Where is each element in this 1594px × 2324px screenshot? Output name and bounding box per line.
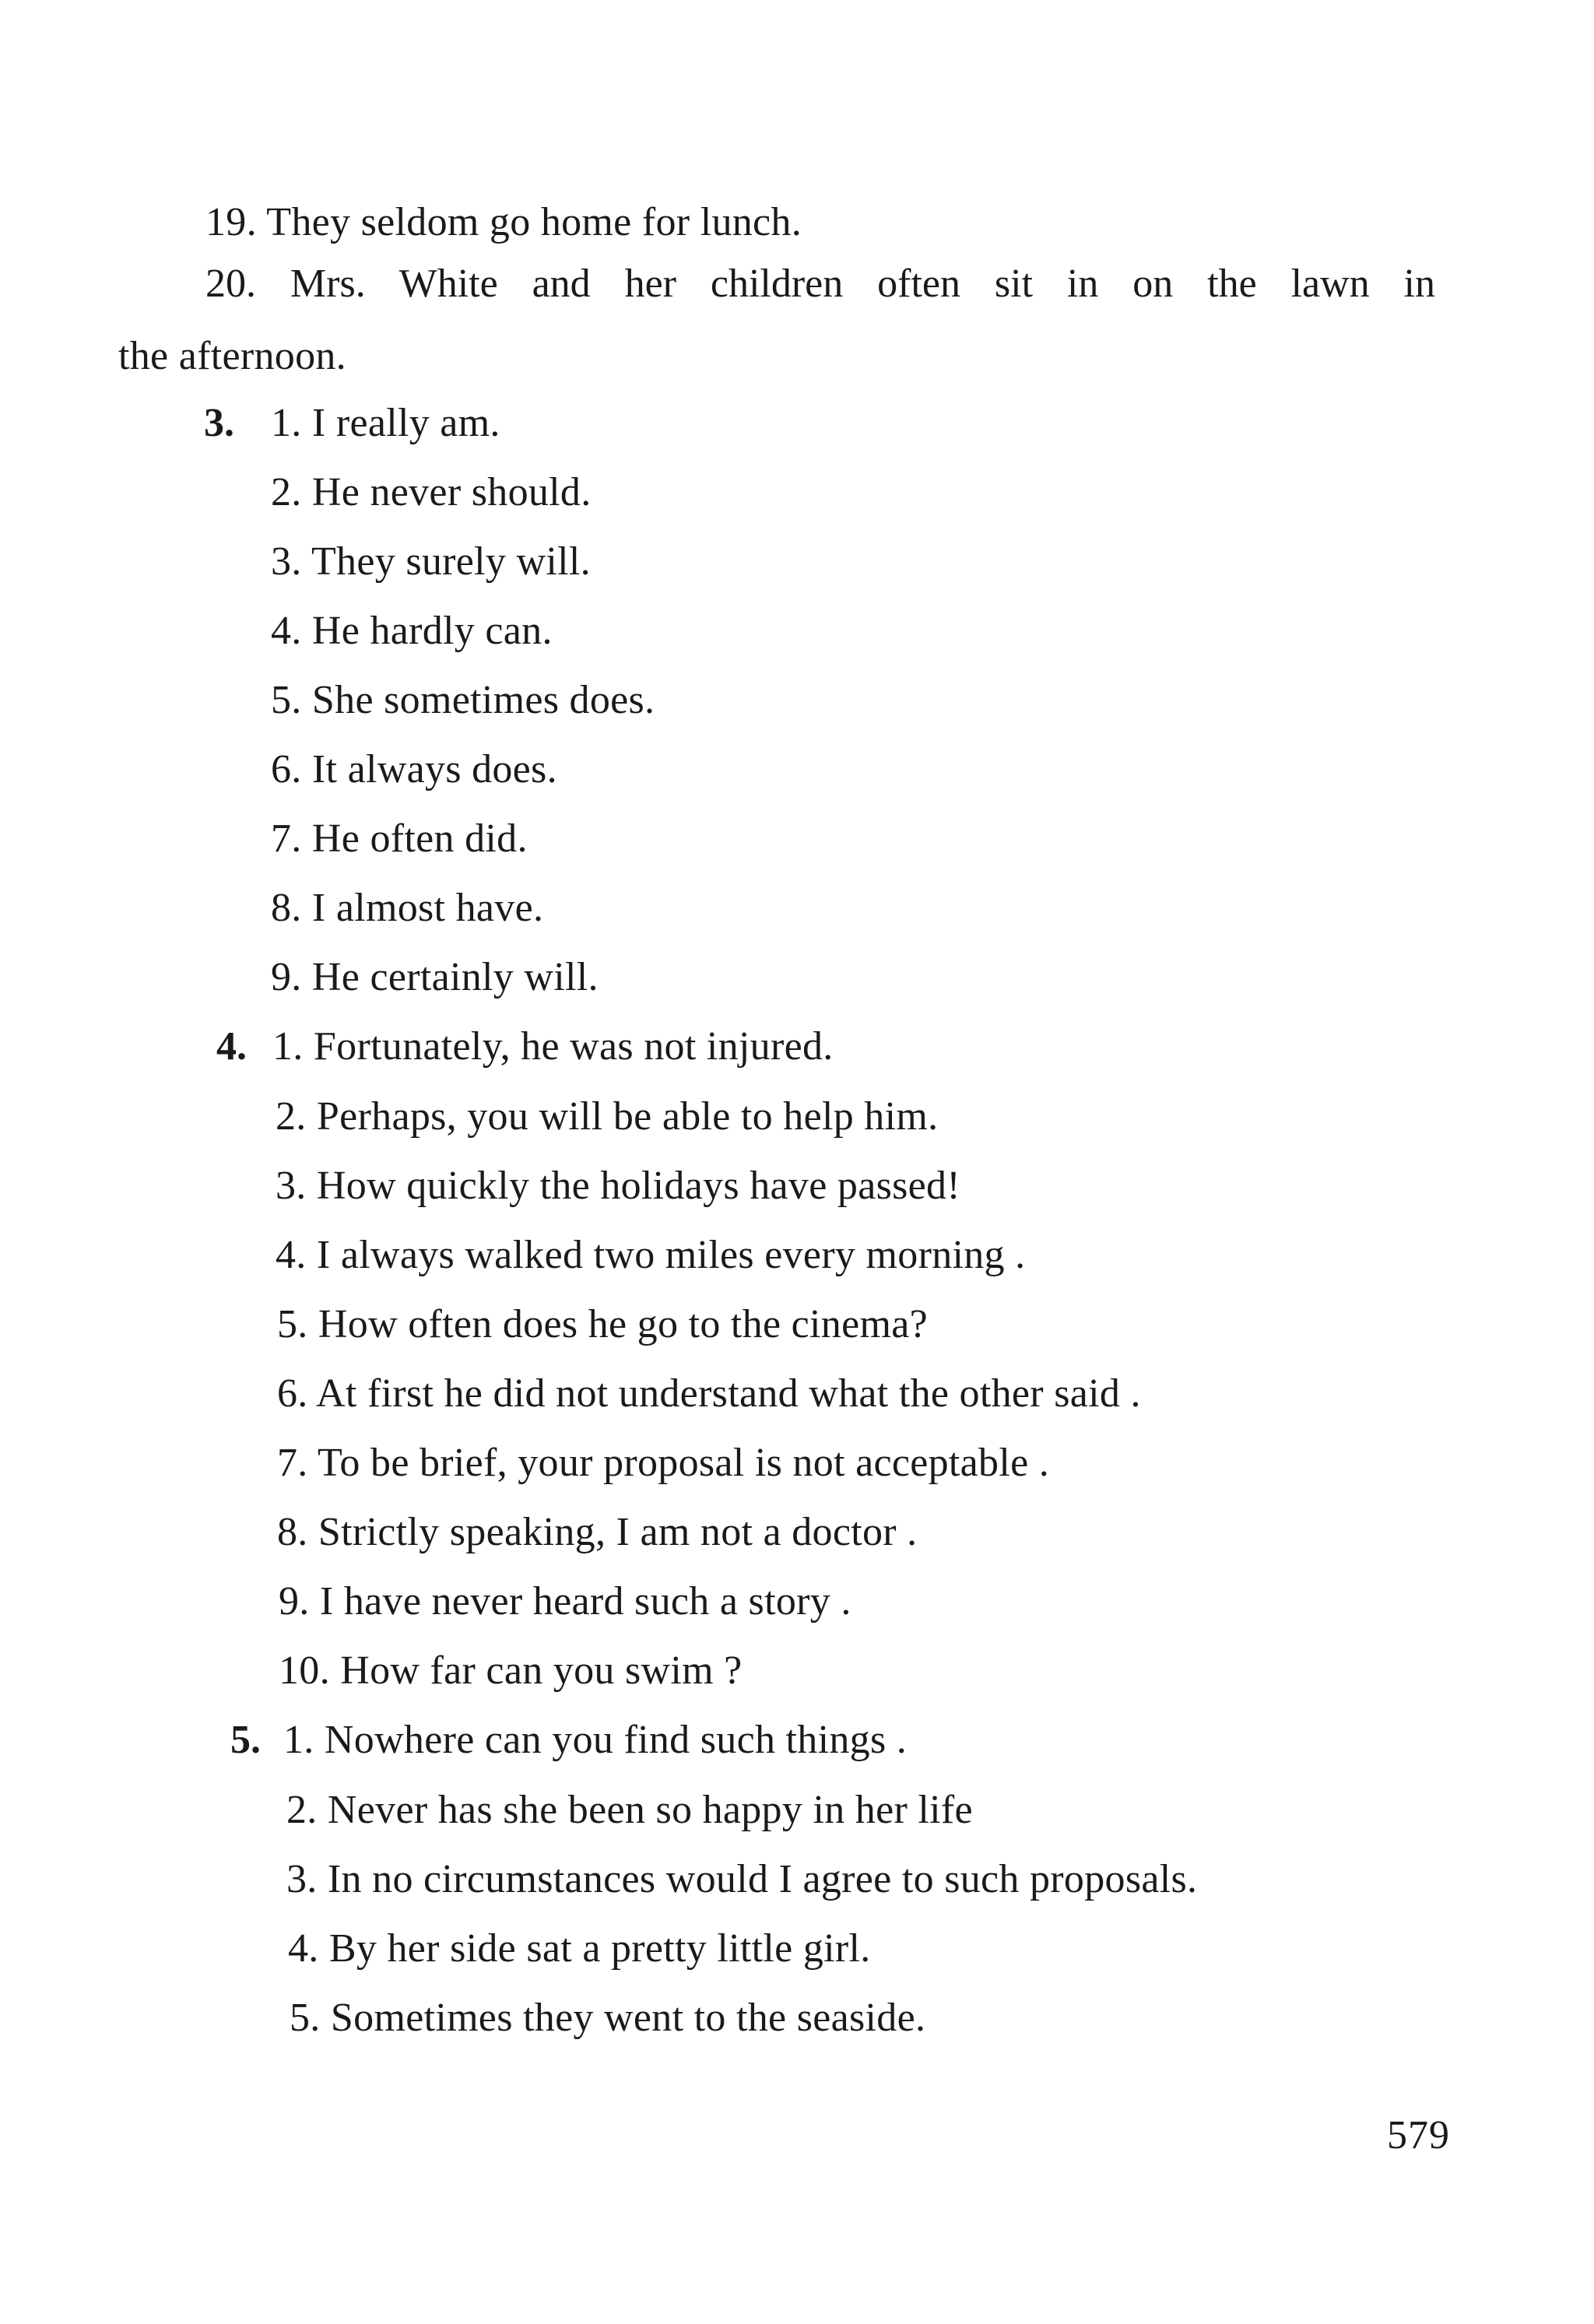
item-text: They seldom go home for lunch. bbox=[266, 200, 802, 244]
item-number: 5. bbox=[277, 1302, 308, 1346]
item-number: 3. bbox=[271, 539, 302, 584]
answer-item bbox=[290, 1995, 925, 2041]
answer-item bbox=[283, 1717, 907, 1764]
answer-item bbox=[277, 1371, 1141, 1417]
answer-item bbox=[288, 1926, 871, 1972]
continuation-text: the afternoon. bbox=[118, 334, 346, 378]
answer-item bbox=[271, 885, 543, 932]
answer-item bbox=[276, 1232, 1025, 1279]
answer-item bbox=[277, 1440, 1049, 1487]
answer-item bbox=[286, 1856, 1197, 1903]
item-text: He never should. bbox=[311, 470, 592, 514]
item-number: 6. bbox=[271, 747, 302, 792]
item-number: 6. bbox=[277, 1371, 308, 1416]
item-number: 2. bbox=[276, 1094, 307, 1139]
item-number: 8. bbox=[271, 886, 302, 930]
answer-item bbox=[272, 1023, 834, 1070]
answer-item bbox=[271, 539, 591, 585]
item-text: She sometimes does. bbox=[311, 678, 655, 722]
item-text: Nowhere can you find such things . bbox=[324, 1718, 908, 1762]
item-text: I almost have. bbox=[311, 886, 544, 930]
section-number: 4. bbox=[216, 1024, 247, 1069]
item-number: 1. bbox=[271, 401, 302, 445]
item-number: 5. bbox=[290, 1996, 321, 2040]
item-number: 4. bbox=[271, 609, 302, 653]
item-number: 10. bbox=[279, 1648, 330, 1693]
answer-item bbox=[277, 1509, 918, 1556]
item-number: 5. bbox=[271, 678, 302, 722]
item-number: 19. bbox=[205, 200, 257, 244]
item-text: How often does he go to the cinema? bbox=[318, 1302, 928, 1346]
answer-item bbox=[279, 1578, 851, 1625]
item-text: How quickly the holidays have passed! bbox=[316, 1164, 960, 1208]
item-text: In no circumstances would I agree to such proposals. bbox=[327, 1857, 1198, 1901]
item-number: 8. bbox=[277, 1510, 308, 1554]
item-text: Mrs. White and her children often sit in on the lawn in bbox=[290, 262, 1436, 306]
answer-item bbox=[205, 261, 1435, 307]
section-number: 5. bbox=[230, 1718, 261, 1762]
item-number: 7. bbox=[271, 816, 302, 861]
item-text: He certainly will. bbox=[311, 955, 599, 999]
item-number: 1. bbox=[283, 1718, 314, 1762]
item-number: 3. bbox=[276, 1164, 307, 1208]
item-continuation bbox=[118, 333, 346, 380]
item-text: Sometimes they went to the seaside. bbox=[330, 1996, 926, 2040]
item-text: Never has she been so happy in her life bbox=[327, 1788, 973, 1832]
item-text: Perhaps, you will be able to help him. bbox=[316, 1094, 939, 1139]
answer-item bbox=[271, 469, 592, 516]
item-text: I really am. bbox=[311, 401, 500, 445]
item-number: 2. bbox=[286, 1788, 318, 1832]
item-text: He often did. bbox=[311, 816, 528, 861]
item-number: 2. bbox=[271, 470, 302, 514]
item-number: 4. bbox=[288, 1926, 319, 1971]
item-number: 7. bbox=[277, 1441, 308, 1485]
item-number: 4. bbox=[276, 1233, 307, 1277]
answer-item bbox=[205, 199, 802, 246]
page-number: 579 bbox=[1387, 2113, 1450, 2157]
item-text: To be brief, your proposal is not acceptable . bbox=[317, 1441, 1050, 1485]
item-text: By her side sat a pretty little girl. bbox=[328, 1926, 871, 1971]
answer-item bbox=[271, 400, 500, 447]
item-text: Strictly speaking, I am not a doctor . bbox=[318, 1510, 918, 1554]
answer-item bbox=[276, 1163, 960, 1209]
answer-item bbox=[279, 1648, 743, 1694]
item-text: Fortunately, he was not injured. bbox=[313, 1024, 834, 1069]
item-text: At first he did not understand what the other said . bbox=[316, 1371, 1141, 1416]
item-text: I have never heard such a story . bbox=[319, 1579, 851, 1624]
answer-item bbox=[271, 746, 557, 793]
item-text: He hardly can. bbox=[311, 609, 553, 653]
item-text: How far can you swim ? bbox=[340, 1648, 743, 1693]
answer-item bbox=[271, 608, 553, 655]
item-text: I always walked two miles every morning . bbox=[316, 1233, 1026, 1277]
answer-item bbox=[271, 816, 528, 862]
item-number: 20. bbox=[205, 262, 256, 306]
item-text: They surely will. bbox=[311, 539, 591, 584]
item-number: 9. bbox=[279, 1579, 310, 1624]
answer-item bbox=[276, 1094, 938, 1140]
answer-item bbox=[286, 1787, 973, 1834]
item-text: It always does. bbox=[311, 747, 557, 792]
item-number: 3. bbox=[286, 1857, 318, 1901]
section-number: 3. bbox=[204, 401, 234, 445]
item-number: 9. bbox=[271, 955, 302, 999]
answer-item bbox=[271, 677, 655, 724]
answer-item bbox=[271, 954, 599, 1001]
item-number: 1. bbox=[272, 1024, 304, 1069]
answer-item bbox=[277, 1301, 928, 1348]
